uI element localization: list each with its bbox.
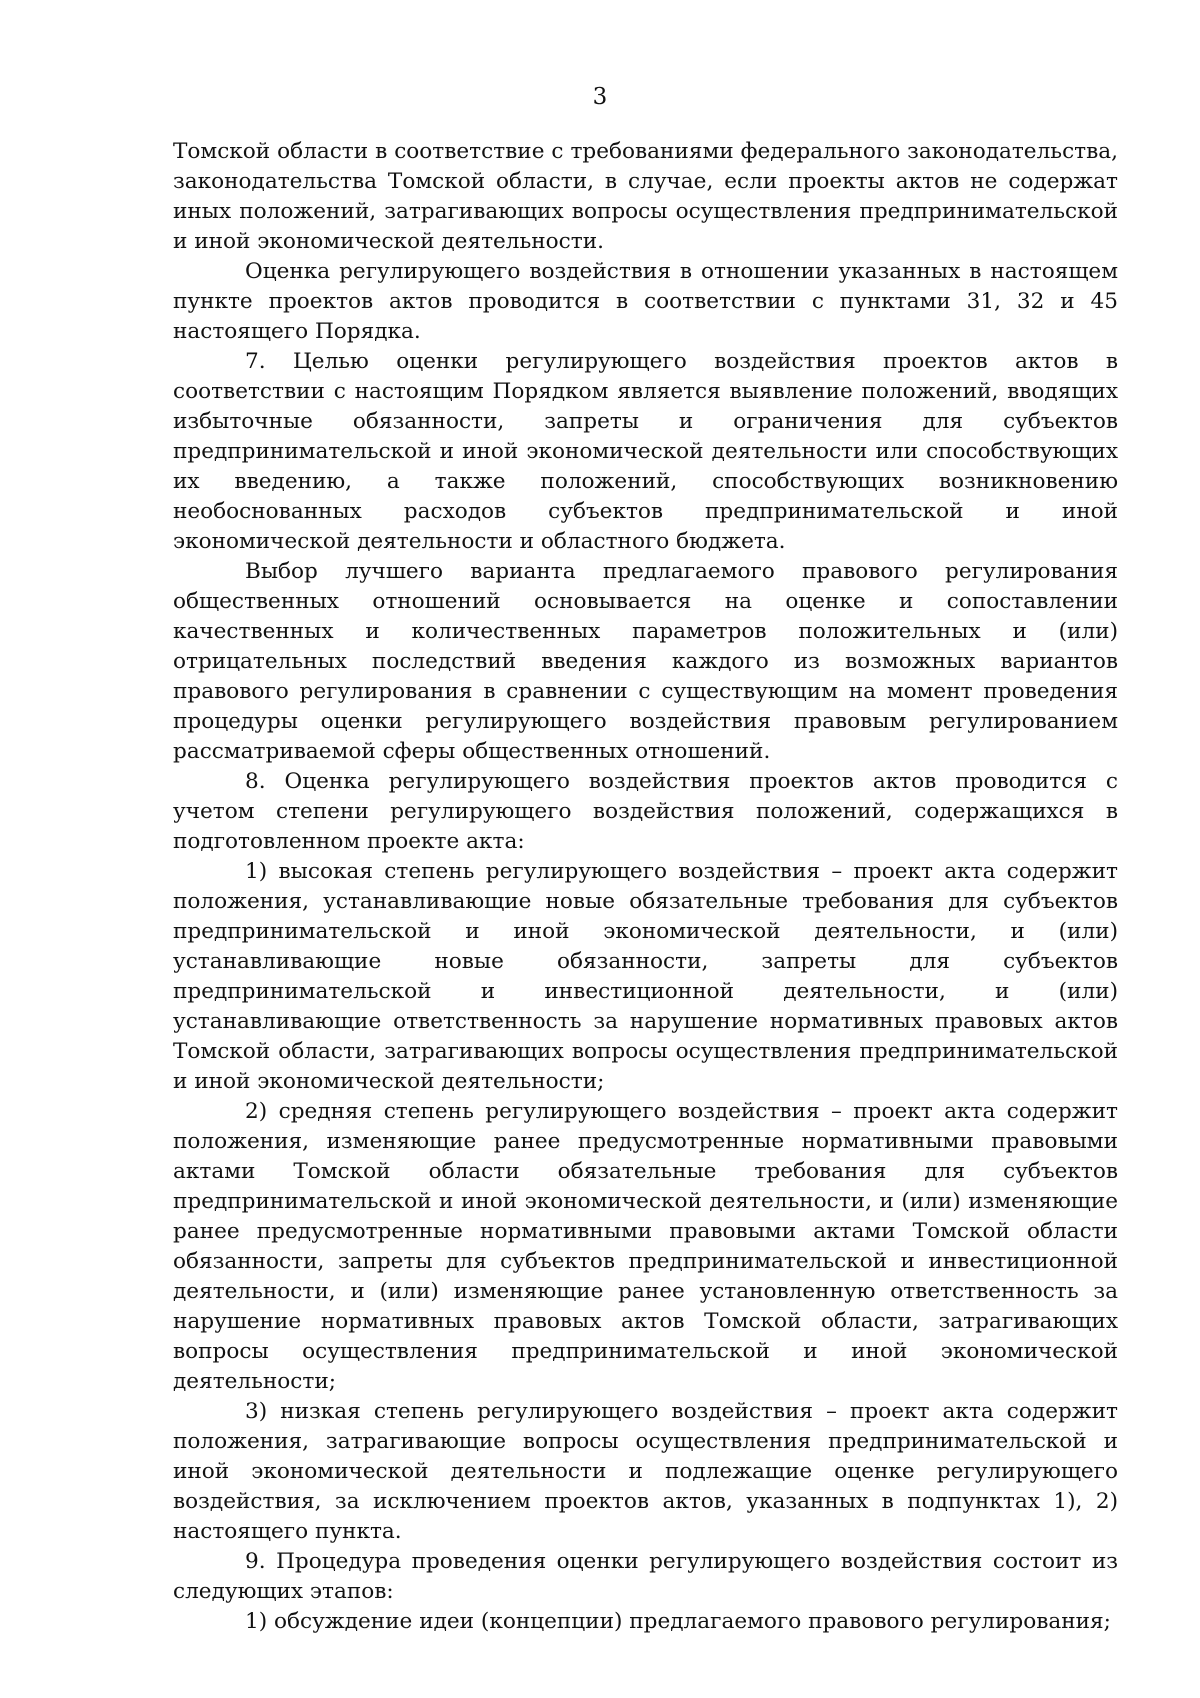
paragraph-item-8-medium: 2) средняя степень регулирующего воздействия – проект акта содержит положения, изменяющие ранее предусмотренные нормативными правовыми актами Томской области обязательные требования для субъектов предпринимательской и иной экономической деятельности, и (или) изменяющие ранее предусмотренные нормативными правовыми актами Томской области обязанности, запреты для субъектов предпринимательской и инвестиционной деятельности, и (или) изменяющие ранее установленную ответственность за нарушение нормативных правовых актов Томской области, затрагивающих вопросы осуществления предпринимательской и иной экономической деятельности; (173, 1099, 1118, 1394)
paragraph-item-7: 7. Целью оценки регулирующего воздействия проектов актов в соответствии с настоящим Порядком является выявление положений, вводящих избыточные обязанности, запреты и ограничения для субъектов предпринимательской и иной экономической деятельности или способствующих их введению, а также положений, способствующих возникновению необоснованных расходов субъектов предпринимательской и иной экономической деятельности и областного бюджета. (173, 349, 1118, 554)
paragraph-item-9-step-1: 1) обсуждение идеи (концепции) предлагаемого правового регулирования; (245, 1609, 1111, 1634)
page-number: 3 (592, 84, 608, 110)
paragraph-item-8-low: 3) низкая степень регулирующего воздействия – проект акта содержит положения, затрагивающие вопросы осуществления предпринимательской и иной экономической деятельности и подлежащие оценке регулирующего воздействия, за исключением проектов актов, указанных в подпунктах 1), 2) настоящего пункта. (173, 1399, 1118, 1544)
paragraph-item-8-high: 1) высокая степень регулирующего воздействия – проект акта содержит положения, устанавливающие новые обязательные требования для субъектов предпринимательской и иной экономической деятельности, и (или) устанавливающие новые обязанности, запреты для субъектов предпринимательской и инвестиционной деятельности, и (или) устанавливающие ответственность за нарушение нормативных правовых актов Томской области, затрагивающих вопросы осуществления предпринимательской и иной экономической деятельности; (173, 859, 1118, 1094)
paragraph-assessment-reference: Оценка регулирующего воздействия в отношении указанных в настоящем пункте проектов актов проводится в соответствии с пунктами 31, 32 и 45 настоящего Порядка. (173, 259, 1118, 344)
paragraph-item-9: 9. Процедура проведения оценки регулирующего воздействия состоит из следующих этапов: (173, 1549, 1118, 1604)
paragraph-best-option: Выбор лучшего варианта предлагаемого правового регулирования общественных отношений основывается на оценке и сопоставлении качественных и количественных параметров положительных и (или) отрицательных последствий введения каждого из возможных вариантов правового регулирования в сравнении с существующим на момент проведения процедуры оценки регулирующего воздействия правовым регулированием рассматриваемой сферы общественных отношений. (173, 559, 1118, 764)
document-body (173, 137, 1118, 1637)
paragraph-item-8: 8. Оценка регулирующего воздействия проектов актов проводится с учетом степени регулирующего воздействия положений, содержащихся в подготовленном проекте акта: (173, 769, 1118, 854)
paragraph-continuation: Томской области в соответствие с требованиями федерального законодательства, законодательства Томской области, в случае, если проекты актов не содержат иных положений, затрагивающих вопросы осуществления предпринимательской и иной экономической деятельности. (173, 139, 1118, 254)
